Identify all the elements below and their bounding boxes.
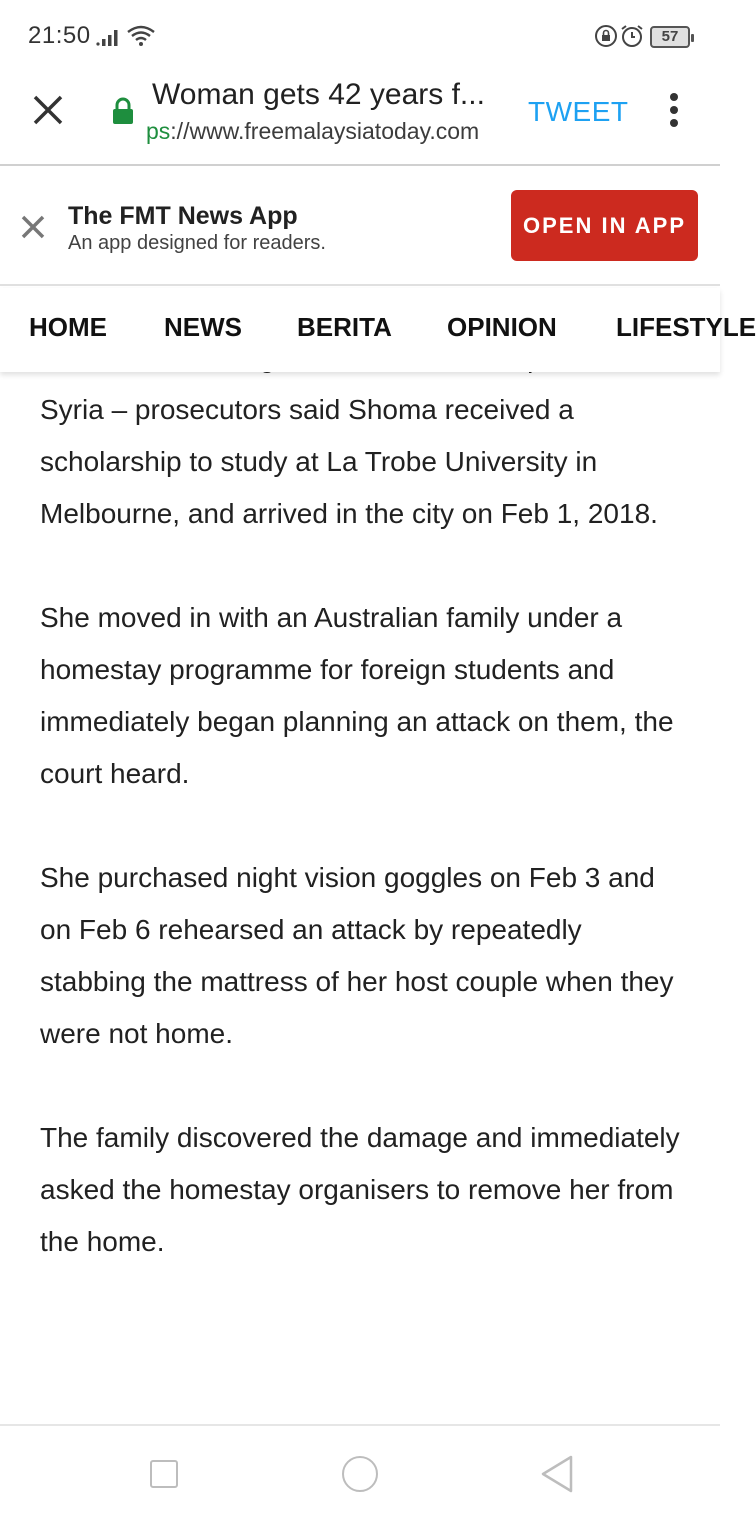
browser-toolbar	[0, 72, 720, 166]
article-paragraph: She purchased night vision goggles on Feb 3 and on Feb 6 rehearsed an attack by repeatedly stabbing the mattress of her host couple when they were not home.	[40, 862, 674, 1049]
recents-icon[interactable]	[150, 1460, 178, 1488]
home-icon[interactable]	[342, 1456, 378, 1492]
nav-item-news[interactable]: NEWS	[164, 312, 242, 342]
article-paragraph: The family discovered the damage and immediately asked the homestay organisers to remove her from the home.	[40, 1122, 680, 1257]
wifi-icon	[126, 24, 156, 48]
open-in-app-button[interactable]: OPEN IN APP	[511, 190, 698, 261]
page-title[interactable]: Woman gets 42 years f...	[152, 78, 485, 111]
nav-item-lifestyle[interactable]: LIFESTYLE	[616, 312, 756, 342]
alarm-icon	[620, 24, 644, 48]
close-icon[interactable]	[30, 92, 66, 128]
signal-icon	[96, 28, 122, 46]
tweet-button[interactable]: TWEET	[528, 96, 629, 127]
rotation-lock-icon	[594, 24, 618, 48]
url-scheme: ps	[146, 118, 171, 144]
status-bar	[0, 0, 720, 72]
banner-title: The FMT News App	[68, 202, 298, 230]
lock-icon[interactable]	[112, 98, 134, 124]
site-nav	[0, 288, 756, 372]
url-host: ://www.freemalaysiatoday.com	[170, 118, 480, 144]
article-body[interactable]	[0, 372, 720, 1424]
nav-item-berita[interactable]: BERITA	[297, 312, 392, 342]
article-content	[40, 332, 690, 1320]
battery-indicator: 57	[650, 26, 690, 48]
banner-close-icon[interactable]	[20, 214, 46, 240]
url-bar[interactable]	[146, 118, 506, 145]
article-paragraph: She moved in with an Australian family under a homestay programme for foreign students and immediately began planning an attack on them, the court heard.	[40, 602, 674, 789]
banner-subtitle: An app designed for readers.	[68, 232, 326, 254]
app-banner	[0, 166, 720, 286]
nav-item-opinion[interactable]: OPINION	[447, 312, 557, 342]
status-time: 21:50	[28, 22, 91, 49]
nav-item-home[interactable]: HOME	[29, 312, 107, 342]
back-icon[interactable]	[540, 1454, 574, 1494]
system-nav-bar	[0, 1424, 720, 1520]
more-vert-icon[interactable]	[668, 92, 680, 128]
article-paragraph: Syria – prosecutors said Shoma received a scholarship to study at La Trobe University in Melbourne, and arrived in the city on Feb 1, 2018.	[40, 394, 658, 529]
